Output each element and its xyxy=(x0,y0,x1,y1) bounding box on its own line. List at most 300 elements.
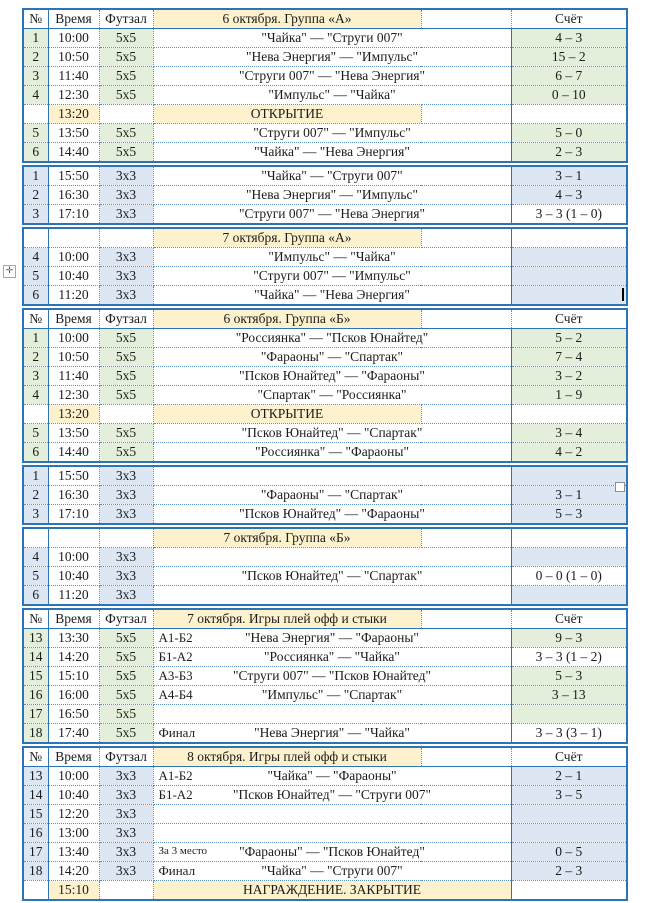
cell-match[interactable] xyxy=(153,205,511,225)
cell-score[interactable] xyxy=(511,105,627,124)
cell-time[interactable]: 14:40 xyxy=(48,443,99,463)
match-teams: "Нева Энергия" — "Фараоны" xyxy=(245,629,419,645)
cell-score[interactable] xyxy=(511,824,627,843)
spacer-cell[interactable] xyxy=(421,105,511,124)
column-header-number[interactable]: № xyxy=(23,309,48,329)
cell-futsal[interactable]: 3x3 xyxy=(99,505,153,525)
cell-score[interactable]: 5 – 2 xyxy=(511,329,627,348)
cell-futsal[interactable]: 5x5 xyxy=(99,667,153,686)
cell-score[interactable] xyxy=(511,881,627,901)
cell-match[interactable] xyxy=(153,629,511,648)
cell-futsal[interactable]: 5x5 xyxy=(99,367,153,386)
cell-futsal[interactable]: 3x3 xyxy=(99,824,153,843)
cell-match[interactable] xyxy=(153,248,511,267)
cell-number[interactable]: 2 xyxy=(23,186,48,205)
spacer-cell[interactable] xyxy=(421,309,511,329)
match-teams: "Струги 007" — "Нева Энергия" xyxy=(238,205,426,221)
column-header-number[interactable]: № xyxy=(23,747,48,767)
cell-futsal[interactable]: 5x5 xyxy=(99,686,153,705)
column-header-score[interactable]: Счёт xyxy=(511,309,627,329)
spacer-cell[interactable] xyxy=(421,405,511,424)
cell-number[interactable]: 18 xyxy=(23,724,48,744)
match-row xyxy=(23,724,627,744)
cell-score[interactable]: 2 – 1 xyxy=(511,767,627,786)
cell-time[interactable]: 13:50 xyxy=(48,124,99,143)
cell-match[interactable] xyxy=(153,767,511,786)
match-teams: "Импульс" — "Чайка" xyxy=(268,86,396,102)
cell-score[interactable]: 3 – 3 (3 – 1) xyxy=(511,724,627,744)
schedule-group-b-part-1 xyxy=(22,308,628,463)
match-row xyxy=(23,248,627,267)
cell-match[interactable] xyxy=(153,805,511,824)
cell-score[interactable]: 3 – 1 xyxy=(511,166,627,186)
match-teams: "Чайка" — "Струги 007" xyxy=(261,167,403,183)
match-teams: "Фараоны" — "Спартак" xyxy=(260,486,404,502)
cell-futsal[interactable]: 5x5 xyxy=(99,48,153,67)
cell-futsal[interactable]: 5x5 xyxy=(99,705,153,724)
cell-match[interactable] xyxy=(153,367,511,386)
event-row xyxy=(23,105,627,124)
cell-time[interactable] xyxy=(48,528,99,548)
match-teams: "Псков Юнайтед" — "Фараоны" xyxy=(239,367,425,383)
cell-time[interactable]: 10:00 xyxy=(48,329,99,348)
match-teams: "Фараоны" — "Спартак" xyxy=(260,348,404,364)
cell-time[interactable]: 12:30 xyxy=(48,86,99,105)
cell-match[interactable] xyxy=(153,86,511,105)
cell-time[interactable]: 16:00 xyxy=(48,686,99,705)
cell-futsal[interactable]: 3x3 xyxy=(99,767,153,786)
cell-time[interactable]: 12:30 xyxy=(48,386,99,405)
cell-match[interactable] xyxy=(153,466,511,486)
cell-score[interactable]: 15 – 2 xyxy=(511,48,627,67)
match-row xyxy=(23,124,627,143)
cell-score[interactable]: 4 – 2 xyxy=(511,443,627,463)
cell-match[interactable] xyxy=(153,567,511,586)
cell-time[interactable]: 13:30 xyxy=(48,629,99,648)
cell-score[interactable]: 5 – 3 xyxy=(511,667,627,686)
cell-futsal[interactable]: 3x3 xyxy=(99,466,153,486)
cell-score[interactable]: 5 – 3 xyxy=(511,505,627,525)
cell-futsal[interactable]: 5x5 xyxy=(99,29,153,48)
cell-score[interactable]: 2 – 3 xyxy=(511,143,627,163)
cell-score[interactable]: 0 – 5 xyxy=(511,843,627,862)
cell-match[interactable] xyxy=(153,862,511,881)
table-title[interactable]: 6 октября. Группа «А» xyxy=(153,9,421,29)
cell-futsal[interactable]: 5x5 xyxy=(99,124,153,143)
cell-score[interactable]: 4 – 3 xyxy=(511,186,627,205)
cell-match[interactable] xyxy=(153,143,511,163)
cell-time[interactable]: 16:50 xyxy=(48,705,99,724)
cell-number[interactable]: 16 xyxy=(23,824,48,843)
cell-time[interactable]: 13:20 xyxy=(48,105,99,124)
cell-futsal[interactable]: 3x3 xyxy=(99,166,153,186)
cell-time[interactable]: 10:50 xyxy=(48,348,99,367)
match-row xyxy=(23,686,627,705)
cell-futsal[interactable]: 3x3 xyxy=(99,862,153,881)
match-row xyxy=(23,548,627,567)
cell-number[interactable]: 15 xyxy=(23,667,48,686)
cell-score[interactable]: 3 – 5 xyxy=(511,786,627,805)
match-row xyxy=(23,486,627,505)
cell-number[interactable]: 13 xyxy=(23,767,48,786)
cell-time[interactable]: 13:20 xyxy=(48,405,99,424)
match-row xyxy=(23,824,627,843)
cell-match[interactable] xyxy=(153,48,511,67)
cell-match[interactable] xyxy=(153,548,511,567)
cell-score[interactable]: 0 – 10 xyxy=(511,86,627,105)
event-title[interactable]: ОТКРЫТИЕ xyxy=(153,405,421,424)
cell-time[interactable]: 13:00 xyxy=(48,824,99,843)
cell-score[interactable] xyxy=(511,548,627,567)
cell-number[interactable]: 1 xyxy=(23,329,48,348)
match-teams: "Псков Юнайтед" — "Спартак" xyxy=(241,567,423,583)
cell-score[interactable] xyxy=(511,405,627,424)
column-header-time[interactable]: Время xyxy=(48,609,99,629)
cell-futsal[interactable]: 5x5 xyxy=(99,67,153,86)
match-row xyxy=(23,267,627,286)
match-teams: "Чайка" — "Нева Энергия" xyxy=(254,286,410,302)
cell-number[interactable]: 6 xyxy=(23,586,48,606)
match-row xyxy=(23,286,627,306)
cell-score[interactable] xyxy=(511,805,627,824)
spacer-cell[interactable] xyxy=(421,609,511,629)
column-header-score[interactable]: Счёт xyxy=(511,609,627,629)
spacer-cell[interactable] xyxy=(421,747,511,767)
stage-label: А3-Б3 xyxy=(158,668,193,684)
cell-number[interactable]: 5 xyxy=(23,267,48,286)
cell-time[interactable]: 11:20 xyxy=(48,286,99,306)
cell-number[interactable]: 15 xyxy=(23,805,48,824)
cell-time[interactable]: 11:20 xyxy=(48,586,99,606)
cell-score[interactable]: 0 – 0 (1 – 0) xyxy=(511,567,627,586)
match-row xyxy=(23,767,627,786)
cell-number[interactable]: 6 xyxy=(23,286,48,306)
cell-match[interactable] xyxy=(153,824,511,843)
section-title[interactable]: 7 октября. Группа «А» xyxy=(153,228,421,248)
cell-match[interactable] xyxy=(153,186,511,205)
cell-match[interactable] xyxy=(153,67,511,86)
table-title[interactable]: 7 октября. Игры плей офф и стыки xyxy=(153,609,421,629)
cell-score[interactable]: 5 – 0 xyxy=(511,124,627,143)
cell-futsal[interactable]: 3x3 xyxy=(99,486,153,505)
cell-futsal[interactable]: 3x3 xyxy=(99,805,153,824)
cell-number[interactable] xyxy=(23,528,48,548)
table-move-handle[interactable] xyxy=(3,265,16,278)
cell-time[interactable]: 13:40 xyxy=(48,843,99,862)
event-title[interactable]: НАГРАЖДЕНИЕ. ЗАКРЫТИЕ xyxy=(153,881,511,901)
cell-futsal[interactable]: 3x3 xyxy=(99,567,153,586)
cell-number[interactable]: 18 xyxy=(23,862,48,881)
cell-time[interactable]: 14:20 xyxy=(48,648,99,667)
cell-score[interactable] xyxy=(511,248,627,267)
cell-futsal[interactable]: 3x3 xyxy=(99,248,153,267)
cell-number[interactable]: 17 xyxy=(23,705,48,724)
stage-label: Финал xyxy=(158,863,196,879)
cell-futsal[interactable]: 3x3 xyxy=(99,286,153,306)
cell-match[interactable] xyxy=(153,386,511,405)
column-header-score[interactable]: Счёт xyxy=(511,747,627,767)
match-row xyxy=(23,424,627,443)
cell-futsal[interactable]: 3x3 xyxy=(99,205,153,225)
cell-score[interactable]: 3 – 13 xyxy=(511,686,627,705)
cell-match[interactable] xyxy=(153,843,511,862)
cell-number[interactable]: 5 xyxy=(23,424,48,443)
cell-match[interactable] xyxy=(153,443,511,463)
cell-match[interactable] xyxy=(153,286,511,306)
cell-score[interactable]: 4 – 3 xyxy=(511,29,627,48)
column-header-time[interactable]: Время xyxy=(48,309,99,329)
cell-match[interactable] xyxy=(153,166,511,186)
cell-score[interactable] xyxy=(511,228,627,248)
cell-score[interactable]: 3 – 4 xyxy=(511,424,627,443)
cell-time[interactable]: 11:40 xyxy=(48,367,99,386)
spacer-cell[interactable] xyxy=(421,9,511,29)
cell-number[interactable]: 13 xyxy=(23,629,48,648)
match-teams: "Струги 007" — "Псков Юнайтед" xyxy=(233,667,431,683)
cell-match[interactable] xyxy=(153,505,511,525)
cell-score[interactable]: 6 – 7 xyxy=(511,67,627,86)
cell-futsal[interactable]: 3x3 xyxy=(99,786,153,805)
cell-futsal[interactable]: 5x5 xyxy=(99,143,153,163)
cell-score[interactable]: 3 – 2 xyxy=(511,367,627,386)
cell-number[interactable]: 5 xyxy=(23,567,48,586)
cell-match[interactable] xyxy=(153,648,511,667)
column-header-time[interactable]: Время xyxy=(48,747,99,767)
column-header-score[interactable]: Счёт xyxy=(511,9,627,29)
cell-time[interactable]: 15:10 xyxy=(48,881,99,901)
stage-label: За 3 место xyxy=(158,845,208,858)
cell-number[interactable]: 6 xyxy=(23,143,48,163)
cell-number[interactable]: 3 xyxy=(23,367,48,386)
cell-time[interactable]: 15:10 xyxy=(48,667,99,686)
cell-futsal[interactable]: 5x5 xyxy=(99,424,153,443)
stage-label: А1-Б2 xyxy=(158,768,193,784)
cell-time[interactable]: 13:50 xyxy=(48,424,99,443)
match-teams: "Чайка" — "Струги 007" xyxy=(261,29,403,45)
match-teams: "Спартак" — "Россиянка" xyxy=(257,386,407,402)
cell-number[interactable]: 17 xyxy=(23,843,48,862)
table-title[interactable]: 6 октября. Группа «Б» xyxy=(153,309,421,329)
cell-score[interactable]: 7 – 4 xyxy=(511,348,627,367)
cell-number[interactable]: 14 xyxy=(23,648,48,667)
cell-futsal[interactable]: 3x3 xyxy=(99,186,153,205)
spacer-cell[interactable] xyxy=(421,528,511,548)
cell-score[interactable] xyxy=(511,586,627,606)
cell-score[interactable] xyxy=(511,466,627,486)
section-row xyxy=(23,528,627,548)
cell-time[interactable]: 10:00 xyxy=(48,248,99,267)
match-teams: "Нева Энергия" — "Импульс" xyxy=(245,48,418,64)
match-teams: "Чайка" — "Нева Энергия" xyxy=(254,143,410,159)
match-row xyxy=(23,29,627,48)
cell-match[interactable] xyxy=(153,267,511,286)
cell-time[interactable]: 11:40 xyxy=(48,67,99,86)
spacer-cell[interactable] xyxy=(421,228,511,248)
cell-match[interactable] xyxy=(153,29,511,48)
cell-time[interactable]: 10:50 xyxy=(48,48,99,67)
cell-futsal[interactable]: 5x5 xyxy=(99,629,153,648)
cell-time[interactable]: 15:50 xyxy=(48,466,99,486)
cell-number[interactable]: 1 xyxy=(23,29,48,48)
cell-score[interactable]: 3 – 3 (1 – 2) xyxy=(511,648,627,667)
match-row xyxy=(23,67,627,86)
cell-number[interactable] xyxy=(23,105,48,124)
cell-time[interactable]: 16:30 xyxy=(48,186,99,205)
cell-match[interactable] xyxy=(153,586,511,606)
cell-futsal[interactable]: 5x5 xyxy=(99,724,153,744)
cell-score[interactable] xyxy=(511,286,627,306)
stage-label: Финал xyxy=(158,725,196,741)
cell-time[interactable] xyxy=(48,228,99,248)
cell-number[interactable]: 1 xyxy=(23,466,48,486)
cell-score[interactable]: 2 – 3 xyxy=(511,862,627,881)
cell-time[interactable]: 17:40 xyxy=(48,724,99,744)
cell-match[interactable] xyxy=(153,329,511,348)
cell-number[interactable]: 1 xyxy=(23,166,48,186)
cell-number[interactable]: 4 xyxy=(23,86,48,105)
cell-number[interactable]: 3 xyxy=(23,505,48,525)
match-row xyxy=(23,329,627,348)
match-teams: "Россиянка" — "Фараоны" xyxy=(255,443,409,459)
event-row xyxy=(23,405,627,424)
match-teams: "Импульс" — "Чайка" xyxy=(268,248,396,264)
cell-futsal[interactable]: 3x3 xyxy=(99,586,153,606)
match-row xyxy=(23,386,627,405)
cell-futsal[interactable] xyxy=(99,528,153,548)
cell-match[interactable] xyxy=(153,124,511,143)
cell-futsal[interactable]: 5x5 xyxy=(99,648,153,667)
cell-number[interactable]: 2 xyxy=(23,48,48,67)
cell-score[interactable]: 3 – 3 (1 – 0) xyxy=(511,205,627,225)
cell-match[interactable] xyxy=(153,705,511,724)
cell-match[interactable] xyxy=(153,348,511,367)
cell-number[interactable]: 14 xyxy=(23,786,48,805)
move-icon: ✛ xyxy=(5,266,14,276)
cell-time[interactable]: 15:50 xyxy=(48,166,99,186)
match-teams: "Импульс" — "Спартак" xyxy=(261,686,403,702)
cell-score[interactable] xyxy=(511,267,627,286)
cell-time[interactable]: 10:00 xyxy=(48,29,99,48)
cell-number[interactable]: 4 xyxy=(23,386,48,405)
cell-futsal[interactable]: 3x3 xyxy=(99,548,153,567)
match-teams: "Нева Энергия" — "Импульс" xyxy=(246,186,419,202)
match-row xyxy=(23,862,627,881)
cell-futsal[interactable]: 5x5 xyxy=(99,348,153,367)
match-row xyxy=(23,629,627,648)
match-teams: "Струги 007" — "Нева Энергия" xyxy=(238,67,426,83)
cell-futsal[interactable]: 3x3 xyxy=(99,267,153,286)
cell-futsal[interactable] xyxy=(99,405,153,424)
cell-time[interactable]: 17:10 xyxy=(48,505,99,525)
cell-score[interactable]: 3 – 1 xyxy=(511,486,627,505)
cell-score[interactable] xyxy=(511,705,627,724)
cell-time[interactable]: 16:30 xyxy=(48,486,99,505)
cell-futsal[interactable] xyxy=(99,881,153,901)
cell-time[interactable]: 10:40 xyxy=(48,786,99,805)
match-row xyxy=(23,843,627,862)
text-cursor xyxy=(622,288,624,301)
column-header-time[interactable]: Время xyxy=(48,9,99,29)
document-body xyxy=(22,8,628,903)
match-row xyxy=(23,186,627,205)
event-title[interactable]: ОТКРЫТИЕ xyxy=(153,105,421,124)
cell-number[interactable]: 2 xyxy=(23,348,48,367)
cell-time[interactable]: 10:00 xyxy=(48,548,99,567)
stage-label: А1-Б2 xyxy=(158,630,193,646)
match-row xyxy=(23,505,627,525)
match-teams: "Чайка" — "Фараоны" xyxy=(267,767,397,783)
match-teams: "Россиянка" — "Чайка" xyxy=(264,648,400,664)
cell-time[interactable]: 17:10 xyxy=(48,205,99,225)
cell-number[interactable]: 3 xyxy=(23,67,48,86)
cell-number[interactable]: 3 xyxy=(23,205,48,225)
table-title[interactable]: 8 октября. Игры плей офф и стыки xyxy=(153,747,421,767)
cell-match[interactable] xyxy=(153,686,511,705)
match-teams: "Псков Юнайтед" — "Струги 007" xyxy=(233,786,431,802)
cell-number[interactable]: 4 xyxy=(23,548,48,567)
cell-futsal[interactable]: 3x3 xyxy=(99,843,153,862)
match-teams: "Псков Юнайтед" — "Фараоны" xyxy=(239,505,425,521)
cell-futsal[interactable] xyxy=(99,105,153,124)
stage-label: А4-Б4 xyxy=(158,687,193,703)
table-resize-handle[interactable] xyxy=(615,482,625,492)
cell-futsal[interactable] xyxy=(99,228,153,248)
cell-number[interactable]: 16 xyxy=(23,686,48,705)
event-row xyxy=(23,881,627,901)
cell-futsal[interactable]: 5x5 xyxy=(99,443,153,463)
match-teams: "Псков Юнайтед" — "Спартак" xyxy=(241,424,423,440)
column-header-number[interactable]: № xyxy=(23,609,48,629)
column-header-futsal[interactable]: Футзал xyxy=(99,609,153,629)
cell-time[interactable]: 10:40 xyxy=(48,267,99,286)
cell-match[interactable] xyxy=(153,724,511,744)
stage-label: Б1-А2 xyxy=(158,787,193,803)
cell-number[interactable]: 5 xyxy=(23,124,48,143)
cell-number[interactable]: 2 xyxy=(23,486,48,505)
cell-time[interactable]: 14:40 xyxy=(48,143,99,163)
cell-number[interactable]: 4 xyxy=(23,248,48,267)
cell-time[interactable]: 12:20 xyxy=(48,805,99,824)
schedule-playoff-oct8-part-1 xyxy=(22,746,628,901)
cell-time[interactable]: 10:40 xyxy=(48,567,99,586)
cell-score[interactable] xyxy=(511,528,627,548)
cell-futsal[interactable]: 5x5 xyxy=(99,86,153,105)
cell-time[interactable]: 14:20 xyxy=(48,862,99,881)
cell-futsal[interactable]: 5x5 xyxy=(99,329,153,348)
schedule-group-a-part-3 xyxy=(22,227,628,306)
cell-time[interactable]: 10:00 xyxy=(48,767,99,786)
match-row xyxy=(23,443,627,463)
column-header-futsal[interactable]: Футзал xyxy=(99,747,153,767)
cell-match[interactable] xyxy=(153,486,511,505)
cell-number[interactable] xyxy=(23,881,48,901)
cell-number[interactable] xyxy=(23,405,48,424)
match-row xyxy=(23,86,627,105)
cell-match[interactable] xyxy=(153,786,511,805)
cell-match[interactable] xyxy=(153,424,511,443)
column-header-number[interactable]: № xyxy=(23,9,48,29)
match-row xyxy=(23,143,627,163)
section-title[interactable]: 7 октября. Группа «Б» xyxy=(153,528,421,548)
column-header-futsal[interactable]: Футзал xyxy=(99,9,153,29)
cell-number[interactable]: 6 xyxy=(23,443,48,463)
cell-match[interactable] xyxy=(153,667,511,686)
cell-score[interactable]: 9 – 3 xyxy=(511,629,627,648)
cell-number[interactable] xyxy=(23,228,48,248)
column-header-futsal[interactable]: Футзал xyxy=(99,309,153,329)
cell-futsal[interactable]: 5x5 xyxy=(99,386,153,405)
cell-score[interactable]: 1 – 9 xyxy=(511,386,627,405)
